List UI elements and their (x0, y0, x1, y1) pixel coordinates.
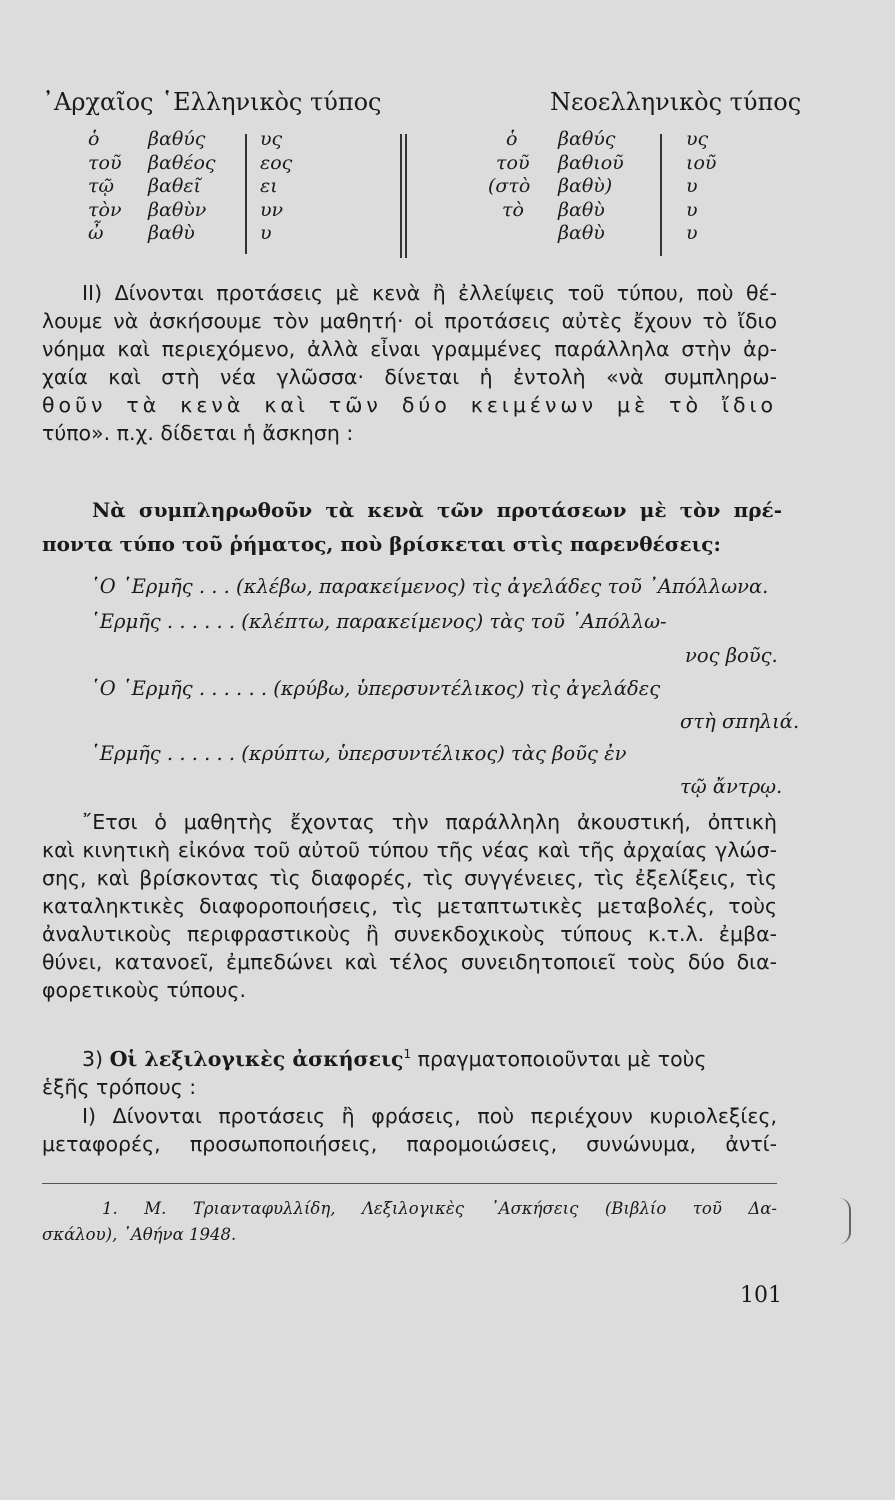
text-line: τύπο». π.χ. δίδεται ἡ ἄσκηση : (42, 421, 354, 445)
table-cell: τὸν (88, 198, 122, 221)
table-cell: ὁ (506, 128, 518, 150)
text-line: Ι) Δίνονται προτάσεις ἢ φράσεις, ποὺ περιέχουν κυριολεξίες, (82, 1104, 777, 1128)
text-line: μεταφορές, προσωποποιήσεις, παρομοιώσεις, συνώνυμα, ἀντί- (42, 1132, 777, 1156)
text-line: σης, καὶ βρίσκοντας τὶς διαφορές, τὶς συγγένειες, τὶς ἐξελίξεις, τὶς (42, 866, 777, 890)
table-cell: βαθιοῦ (558, 151, 624, 174)
text-line: λουμε νὰ ἀσκήσουμε τὸν μαθητή· οἱ προτάσεις αὐτὲς ἔχουν τὸ ἴδιο (42, 309, 777, 333)
footnote (42, 1196, 777, 1248)
example-line: νος βοῦς. (685, 644, 778, 667)
text-line: χαία καὶ στὴ νέα γλῶσσα· δίνεται ἡ ἐντολὴ «νὰ συμπληρω- (42, 365, 777, 389)
paragraph-exercise-type-2 (42, 279, 777, 447)
paragraph-explanation (42, 808, 777, 1004)
table-cell: βαθὺν (148, 198, 207, 221)
text-line: ῎Ετσι ὁ μαθητὴς ἔχοντας τὴν παράλληλη ἀκουστική, ὀπτικὴ (82, 810, 777, 834)
instruction-line: Νὰ συμπληρωθοῦν τὰ κενὰ τῶν προτάσεων μὲ τὸν πρέ- (92, 498, 782, 522)
page-number: 101 (740, 1283, 782, 1308)
table-cell: υς (260, 128, 283, 150)
example-line: στὴ σπηλιά. (680, 710, 800, 733)
footnote-rule (42, 1183, 777, 1184)
example-line: ῾Ερμῆς . . . . . . (κλέπτω, παρακείμενος) τὰς τοῦ ᾿Απόλλω- (90, 610, 667, 633)
table-cell: υν (260, 198, 284, 221)
table-cell: βαθέος (148, 151, 216, 174)
text-line: φορετικοὺς τύπους. (42, 978, 246, 1002)
text-line: ἀναλυτικοὺς περιφραστικοὺς ἢ συνεκδοχικοὺς τύπους κ.τ.λ. ἐμβα- (42, 922, 777, 946)
table-cell: τοῦ (88, 151, 122, 174)
table-cell: βαθύς (558, 128, 616, 150)
section-title: Οἱ λεξιλογικὲς ἀσκήσεις (109, 1046, 404, 1071)
footnote-line: 1. Μ. Τριανταφυλλίδη, Λεξιλογικὲς ᾿Ασκήσεις (Βιβλίο τοῦ Δα- (102, 1199, 777, 1218)
table-cell: τοῦ (496, 151, 530, 174)
table-cell: ὦ (88, 222, 104, 244)
table-cell: βαθύς (148, 128, 206, 150)
text-line: ΙΙ) Δίνονται προτάσεις μὲ κενὰ ἢ ἐλλείψεις τοῦ τύπου, ποὺ θέ- (82, 281, 777, 305)
table-divider (400, 134, 402, 258)
text-line: θοῦν τὰ κενὰ καὶ τῶν δύο κειμένων μὲ τὸ ἴδιο (42, 393, 777, 417)
footnote-marker: 1 (403, 1047, 412, 1061)
table-cell: υ (260, 222, 272, 244)
text-line: καὶ κινητικὴ εἰκόνα τοῦ αὐτοῦ τύπου τῆς νέας καὶ τῆς ἀρχαίας γλώσ- (42, 838, 777, 862)
table-cell: υς (686, 128, 709, 150)
text-line: θύνει, κατανοεῖ, ἐμπεδώνει καὶ τέλος συνειδητοποιεῖ τοὺς δύο δια- (42, 950, 777, 974)
footnote-line: σκάλου), ᾿Αθήνα 1948. (42, 1225, 237, 1244)
table-cell: ιοῦ (686, 151, 717, 174)
table-cell: τὸ (502, 198, 524, 221)
example-line: ῾Ερμῆς . . . . . . (κρύπτω, ὑπερσυντέλικος) τὰς βοῦς ἐν (90, 742, 627, 765)
table-divider (405, 134, 407, 258)
instruction-line: ποντα τύπο τοῦ ῥήματος, ποὺ βρίσκεται στὶς παρενθέσεις: (42, 532, 721, 556)
table-cell: τῷ (88, 175, 115, 197)
table-cell: υ (686, 175, 698, 197)
section-number: 3) (82, 1046, 104, 1071)
table-cell: ει (260, 175, 278, 197)
table-cell: βαθὺ (558, 198, 605, 221)
example-line: ῾Ο ῾Ερμῆς . . . . . . (κρύβω, ὑπερσυντέλικος) τὶς ἀγελάδες (90, 677, 661, 700)
text-line: καταληκτικὲς διαφοροποιήσεις, τὶς μεταπτωτικὲς μεταβολές, τοὺς (42, 894, 777, 918)
table-cell: βαθὺ) (558, 175, 613, 197)
example-line: τῷ ἄντρῳ. (680, 775, 783, 798)
example-line: ῾Ο ῾Ερμῆς . . . (κλέβω, παρακείμενος) τὶς ἀγελάδες τοῦ ᾿Απόλλωνα. (90, 575, 769, 598)
ancient-form-header: ᾿Αρχαῖος ῾Ελληνικὸς τύπος (42, 88, 382, 116)
text-line: νόημα καὶ περιεχόμενο, ἀλλὰ εἶναι γραμμένες παράλληλα στὴν ἀρ- (42, 337, 777, 361)
section-3-heading (42, 1040, 777, 1101)
page-edge-mark (839, 1198, 851, 1244)
column-divider (245, 134, 247, 254)
exercise-instruction (42, 493, 782, 561)
table-cell: εος (260, 151, 293, 174)
table-cell: (στὸ (488, 175, 531, 197)
table-cell: βαθεῖ (148, 175, 201, 197)
column-divider (660, 134, 662, 256)
table-cell: υ (686, 198, 698, 221)
modern-form-header: Νεοελληνικὸς τύπος (550, 88, 802, 116)
section-text: πραγματοποιοῦνται μὲ τοὺς (417, 1046, 707, 1071)
table-cell: βαθὺ (558, 222, 605, 244)
text-line: ἑξῆς τρόπους : (42, 1074, 197, 1099)
table-cell: βαθὺ (148, 222, 195, 244)
paragraph-lexical-1 (42, 1102, 777, 1158)
table-cell: υ (686, 222, 698, 244)
table-cell: ὁ (88, 128, 100, 150)
